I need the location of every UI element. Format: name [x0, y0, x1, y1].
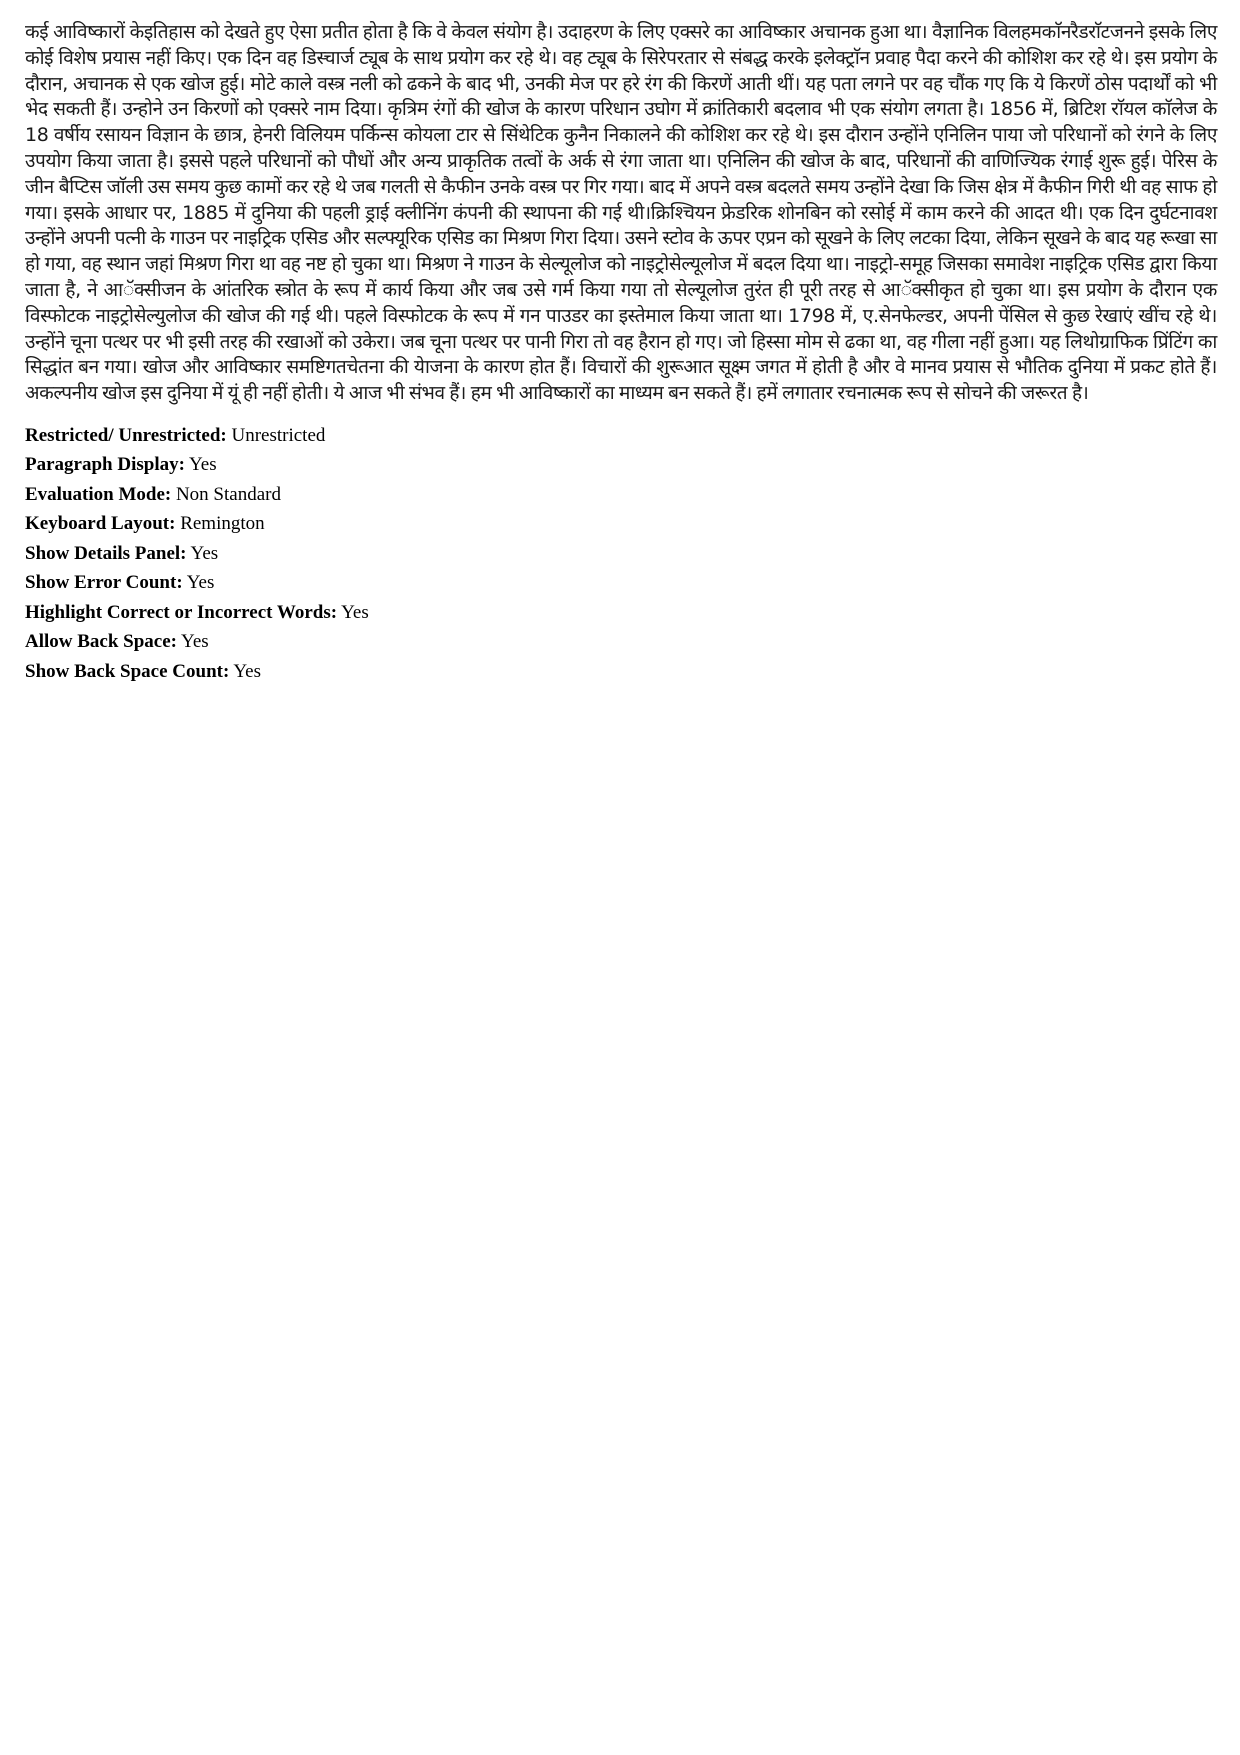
setting-label: Show Back Space Count:	[25, 660, 230, 682]
setting-show-back-space-count	[25, 657, 1217, 687]
setting-label: Paragraph Display:	[25, 454, 185, 476]
setting-restricted	[25, 421, 1217, 451]
setting-value: Yes	[341, 601, 369, 623]
setting-value: Yes	[233, 660, 261, 682]
setting-value: Yes	[190, 542, 219, 564]
setting-show-error-count	[25, 568, 1217, 598]
setting-value: Yes	[186, 572, 215, 594]
setting-label: Show Error Count:	[25, 572, 183, 594]
typing-passage: कई आविष्कारों केइतिहास को देखते हुए ऐसा प्रतीत होता है कि वे केवल संयोग है। उदाहरण के लिए एक्सरे का आविष्कार अचानक हुआ था। वैज्ञानिक विलहमकाॅनरैडराॅटजनने इसके लिए कोई विशेष प्रयास नहीं किए। एक दिन वह डिस्चार्ज ट्यूब के साथ प्रयोग कर रहे थे। वह ट्यूब के सिरेपरतार से संबद्ध करके इलेक्ट्राॅन प्रवाह पैदा करने की कोशिश कर रहे थे। इस प्रयोग के दौरान, अचानक से एक खोज हुई। मोटे काले वस्त्र नली को ढकने के बाद भी, उनकी मेज पर हरे रंग की किरणें आती थीं। यह पता लगने पर वह चौंक गए कि ये किरणें ठोस पदार्थाें को भी भेद सकती हैं। उन्होने उन किरणों को एक्सरे नाम दिया। कृत्रिम रंगों की खोज के कारण परिधान उघोग में क्रांतिकारी बदलाव भी एक संयोग लगता है। 1856 में, ब्रिटिश राॅयल काॅलेज के 18 वर्षीय रसायन विज्ञान के छात्र, हेनरी विलियम पर्किन्स कोयला टार से सिंथेटिक कुनैन निकालने की कोशिश कर रहे थे। इस दौरान उन्होंने एनिलिन पाया जो परिधानों को रंगने के लिए उपयोग किया जाता है। इससे पहले परिधानों को पौधों और अन्य प्राकृतिक तत्वों के अर्क से रंगा जाता था। एनिलिन की खोज के बाद, परिधानों की वाणिज्यिक रंगाई शुरू हुई। पेरिस के जीन बैप्टिस जाॅली उस समय कुछ कामों कर रहे थे जब गलती से कैफीन उनके वस्त्र पर गिर गया। बाद में अपने वस्त्र बदलते समय उन्होंने देखा कि जिस क्षेत्र में कैफीन गिरी थी वह साफ हो गया। इसके आधार पर, 1885 में दुनिया की पहली ड्राई क्लीनिंग कंपनी की स्थापना की गई थी।क्रिश्चियन फ्रेडरिक शोनबिन को रसोई में काम करने की आदत थी। एक दिन दुर्घटनावश उन्होंने अपनी पत्नी के गाउन पर नाइट्रिक एसिड और सल्फ्यूरिक एसिड का मिश्रण गिरा दिया। उसने स्टोव के ऊपर एप्रन को सूखने के लिए लटका दिया, लेकिन सूखने के बाद यह रूखा सा हो गया, वह स्थान जहां मिश्रण गिरा था वह नष्ट हो चुका था। मिश्रण ने गाउन के सेल्यूलोज को नाइट्रोसेल्यूलोज में बदल दिया था। नाइट्रो-समूह जिसका समावेश नाइट्रिक एसिड द्वारा किया जाता है, ने आॅक्सीजन के आंतरिक स्त्रोत के रूप में कार्य किया और जब उसे गर्म किया गया तो सेल्यूलोज तुरंत ही पूरी तरह से आॅक्सीकृत हो चुका था। इस प्रयोग के दौरान एक विस्फोटक नाइट्रोसेल्युलोज की खोज की गई थी। पहले विस्फोटक के रूप में गन पाउडर का इस्तेमाल किया जाता था। 1798 में, ए.सेनफेल्डर, अपनी पेंसिल से कुछ रेखाएं खींच रहे थे। उन्होंने चूना पत्थर पर भी इसी तरह की रखाओं को उकेरा। जब चूना पत्थर पर पानी गिरा तो वह हैरान हो गए। जो हिस्सा मोम से ढका था, वह गीला नहीं हुआ। यह लिथोग्राफिक प्रिंटिंग का सिद्धांत बन गया। खोज और आविष्कार समष्टिगतचेतना की येाजना के कारण होत हैं। विचारों की शुरूआत सूक्ष्म जगत में होती है और वे मानव प्रयास से भौतिक दुनिया में प्रकट होते हैं। अकल्पनीय खोज इस दुनिया में यूं ही नहीं होती। ये आज भी संभव हैं। हम भी आविष्कारों का माध्यम बन सकते हैं। हमें लगातार रचनात्मक रूप से सोचने की जरूरत है।	[25, 21, 1217, 405]
setting-allow-back-space	[25, 627, 1217, 657]
setting-paragraph-display	[25, 450, 1217, 480]
setting-highlight-words	[25, 598, 1217, 628]
setting-value: Non Standard	[175, 483, 281, 505]
setting-value: Remington	[180, 513, 265, 535]
setting-evaluation-mode	[25, 480, 1217, 510]
setting-label: Restricted/ Unrestricted:	[25, 424, 227, 446]
setting-label: Allow Back Space:	[25, 631, 177, 653]
test-settings-list	[25, 421, 1217, 687]
setting-show-details-panel	[25, 539, 1217, 569]
setting-keyboard-layout	[25, 509, 1217, 539]
document-page	[25, 20, 1217, 686]
setting-value: Unrestricted	[231, 424, 326, 446]
setting-value: Yes	[188, 454, 217, 476]
setting-label: Highlight Correct or Incorrect Words:	[25, 601, 338, 623]
setting-label: Show Details Panel:	[25, 542, 187, 564]
setting-value: Yes	[181, 631, 209, 653]
setting-label: Evaluation Mode:	[25, 483, 172, 505]
setting-label: Keyboard Layout:	[25, 513, 176, 535]
